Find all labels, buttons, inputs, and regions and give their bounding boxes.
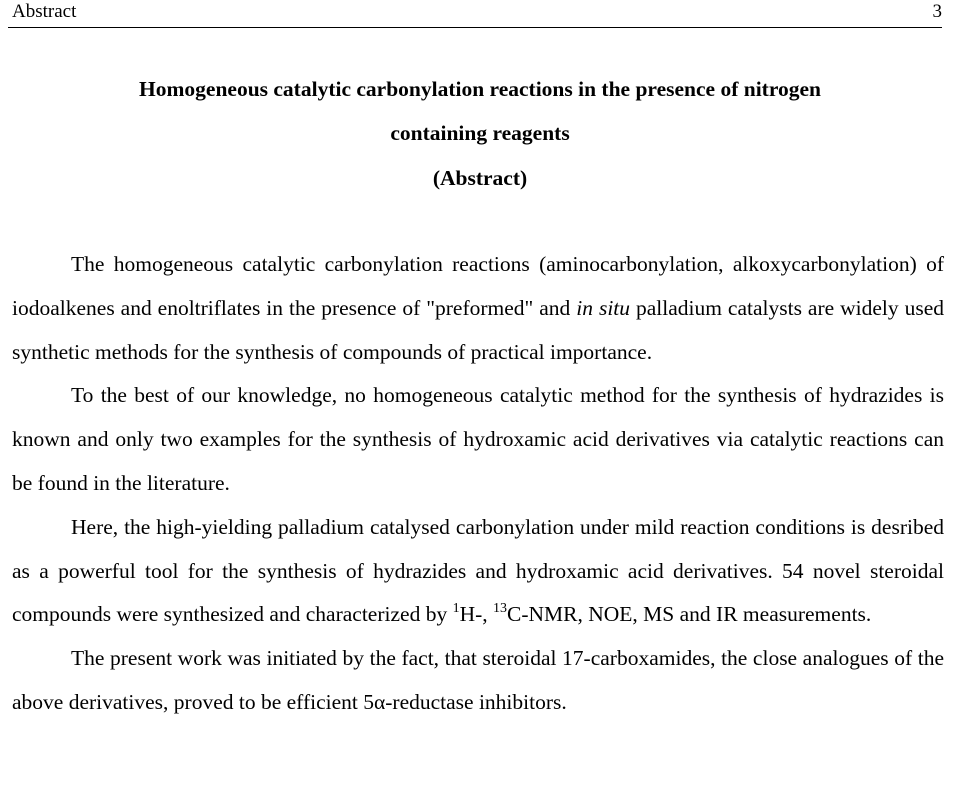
title-line-2: containing reagents [390, 121, 570, 145]
title-line-1: Homogeneous catalytic carbonylation reactions in the presence of nitrogen [139, 77, 821, 101]
paragraph-3-text-c: C-NMR, NOE, MS and IR measurements. [507, 602, 872, 627]
paragraph-3 [12, 506, 944, 637]
header-section-label: Abstract [12, 1, 77, 22]
paragraph-4-text-a: The present work was initiated by the fact, that steroidal 17-carboxamides, the close analogues of the above derivatives, proved to be efficient 5 [12, 646, 944, 714]
paragraph-4-text-b: -reductase inhibitors. [385, 689, 567, 714]
paragraph-1-text-b: palladium catalysts are widely used synthetic methods for the synthesis of compounds of practical importance. [12, 295, 944, 364]
superscript-1: 1 [452, 601, 460, 617]
page-header [8, 0, 942, 28]
paragraph-3-text-a: Here, the high-yielding palladium catalysed carbonylation under mild reaction conditions is desribed as a powerful tool for the synthesis of hydrazides and hydroxamic acid derivatives. 54 novel steroidal compounds were synthesized and characterized by [12, 514, 944, 627]
paragraph-4 [12, 637, 944, 725]
paragraph-1 [12, 243, 944, 374]
superscript-13: 13 [493, 601, 508, 617]
abstract-body [12, 243, 944, 725]
alpha-symbol: α [373, 689, 386, 714]
page-number: 3 [932, 1, 942, 22]
paragraph-1-text-a: The homogeneous catalytic carbonylation reactions (aminocarbonylation, alkoxycarbonylation) of iodoalkenes and enoltriflates in the presence of "preformed" and [12, 252, 944, 320]
paragraph-2: To the best of our knowledge, no homogeneous catalytic method for the synthesis of hydrazides is known and only two examples for the synthesis of hydroxamic acid derivatives via catalytic reactions can be found in the literature. [12, 383, 944, 495]
paragraph-1-italic: in situ [576, 295, 631, 320]
title-line-3: (Abstract) [432, 166, 528, 190]
paragraph-3-text-b: H-, [459, 602, 494, 627]
